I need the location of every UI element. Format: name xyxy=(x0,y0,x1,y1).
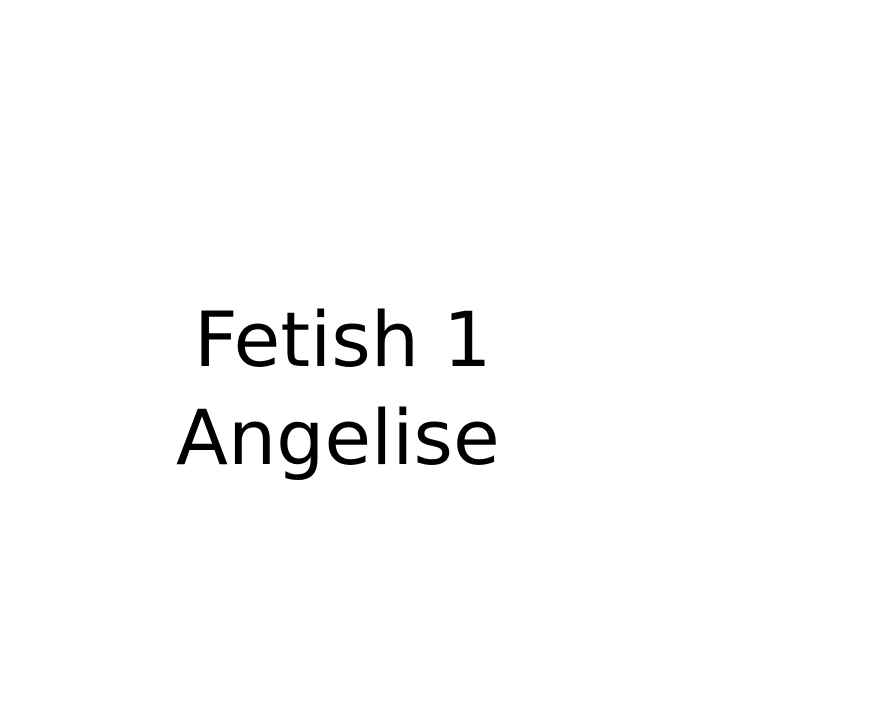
title-line-1: Fetish 1 xyxy=(194,295,492,384)
title-line-2: Angelise xyxy=(176,393,500,482)
